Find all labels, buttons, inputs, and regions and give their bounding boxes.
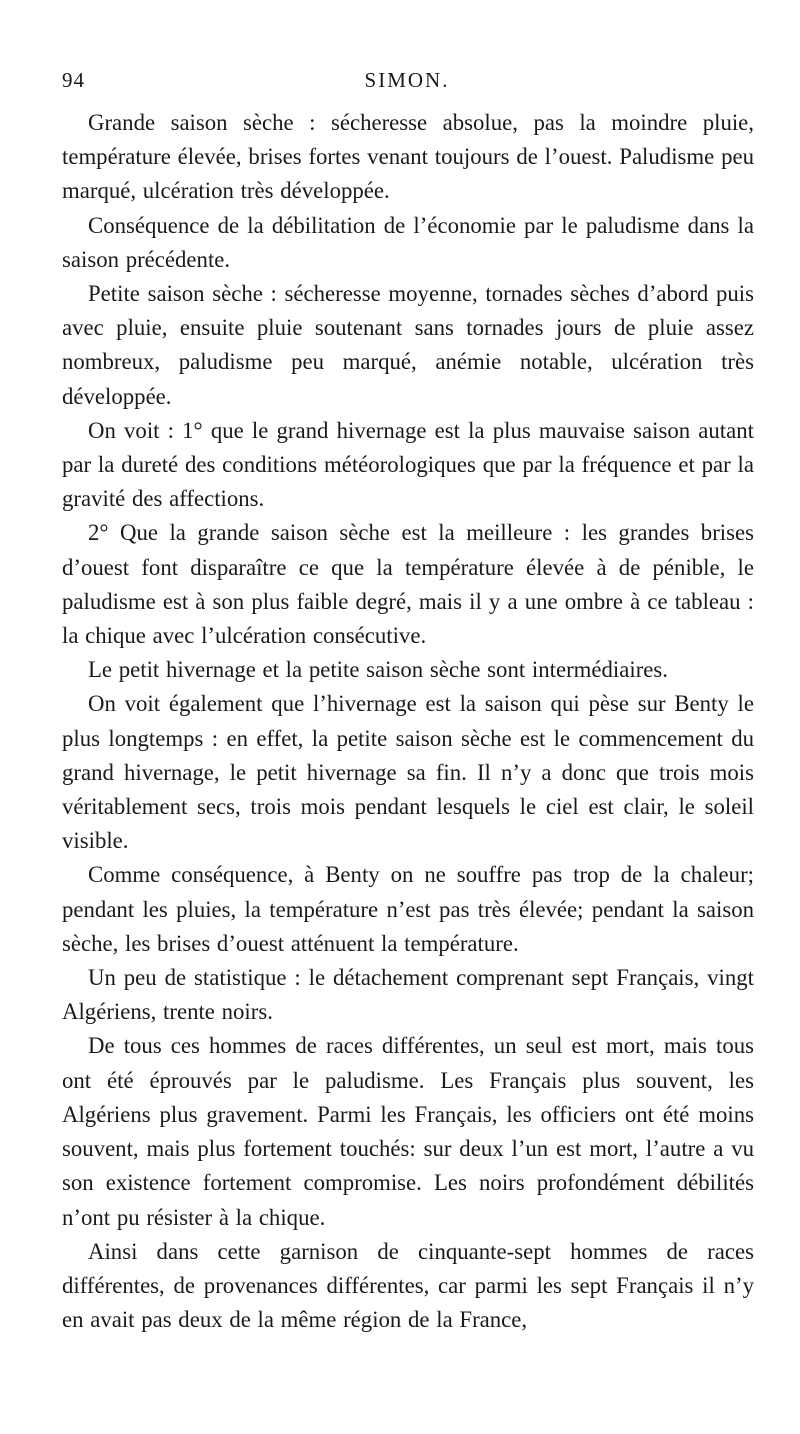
paragraph: Grande saison sèche : sécheresse absolue, pas la moindre pluie, température élevée, brises fortes venant toujours de l’ouest. Paludisme peu marqué, ulcération très développée.	[62, 110, 754, 204]
page-number: 94	[62, 68, 85, 92]
paragraph: Comme conséquence, à Benty on ne souffre pas trop de la chaleur; pendant les pluies, la température n’est pas très élevée; pendant la saison sèche, les brises d’ouest atténuent la température.	[62, 862, 754, 956]
paragraph: Petite saison sèche : sécheresse moyenne, tornades sèches d’abord puis avec pluie, ensuite pluie soutenant sans tornades jours de pluie assez nombreux, paludisme peu marqué, anémie notable, ulcération très développée.	[62, 281, 754, 409]
paragraph: Conséquence de la débilitation de l’économie par le paludisme dans la saison précédente.	[62, 212, 754, 272]
paragraph: De tous ces hommes de races différentes, un seul est mort, mais tous ont été éprouvés par le paludisme. Les Français plus souvent, les Algériens plus gravement. Parmi les Français, les officiers ont été moins souvent, mais plus fortement touchés: sur deux l’un est mort, l’autre a vu son existence fortement compromise. Les noirs profondément débilités n’ont pu résister à la chique.	[62, 1033, 754, 1230]
paragraph: Le petit hivernage et la petite saison sèche sont intermédiaires.	[88, 657, 668, 683]
paragraph: Un peu de statistique : le détachement comprenant sept Français, vingt Algériens, trente noirs.	[62, 965, 754, 1025]
paragraph: On voit également que l’hivernage est la saison qui pèse sur Benty le plus longtemps : en effet, la petite saison sèche est le commencement du grand hivernage, le petit hivernage sa fin. Il n’y a donc que trois mois véritablement secs, trois mois pendant lesquels le ciel est clair, le soleil visible.	[62, 691, 754, 854]
paragraph: 2° Que la grande saison sèche est la meilleure : les grandes brises d’ouest font disparaître ce que la température élevée à de pénible, le paludisme est à son plus faible degré, mais il y a une ombre à ce tableau : la chique avec l’ulcération consécutive.	[62, 520, 754, 649]
page-header	[62, 68, 752, 98]
paragraph: On voit : 1° que le grand hivernage est la plus mauvaise saison autant par la dureté des conditions météorologiques que par la fréquence et par la gravité des affections.	[62, 417, 754, 512]
running-head: SIMON.	[364, 68, 450, 92]
paragraph: Ainsi dans cette garnison de cinquante-sept hommes de races différentes, de provenances différentes, car parmi les sept Français il n’y en avait pas deux de la même région de la France,	[62, 1238, 754, 1333]
body-text	[62, 106, 754, 1337]
